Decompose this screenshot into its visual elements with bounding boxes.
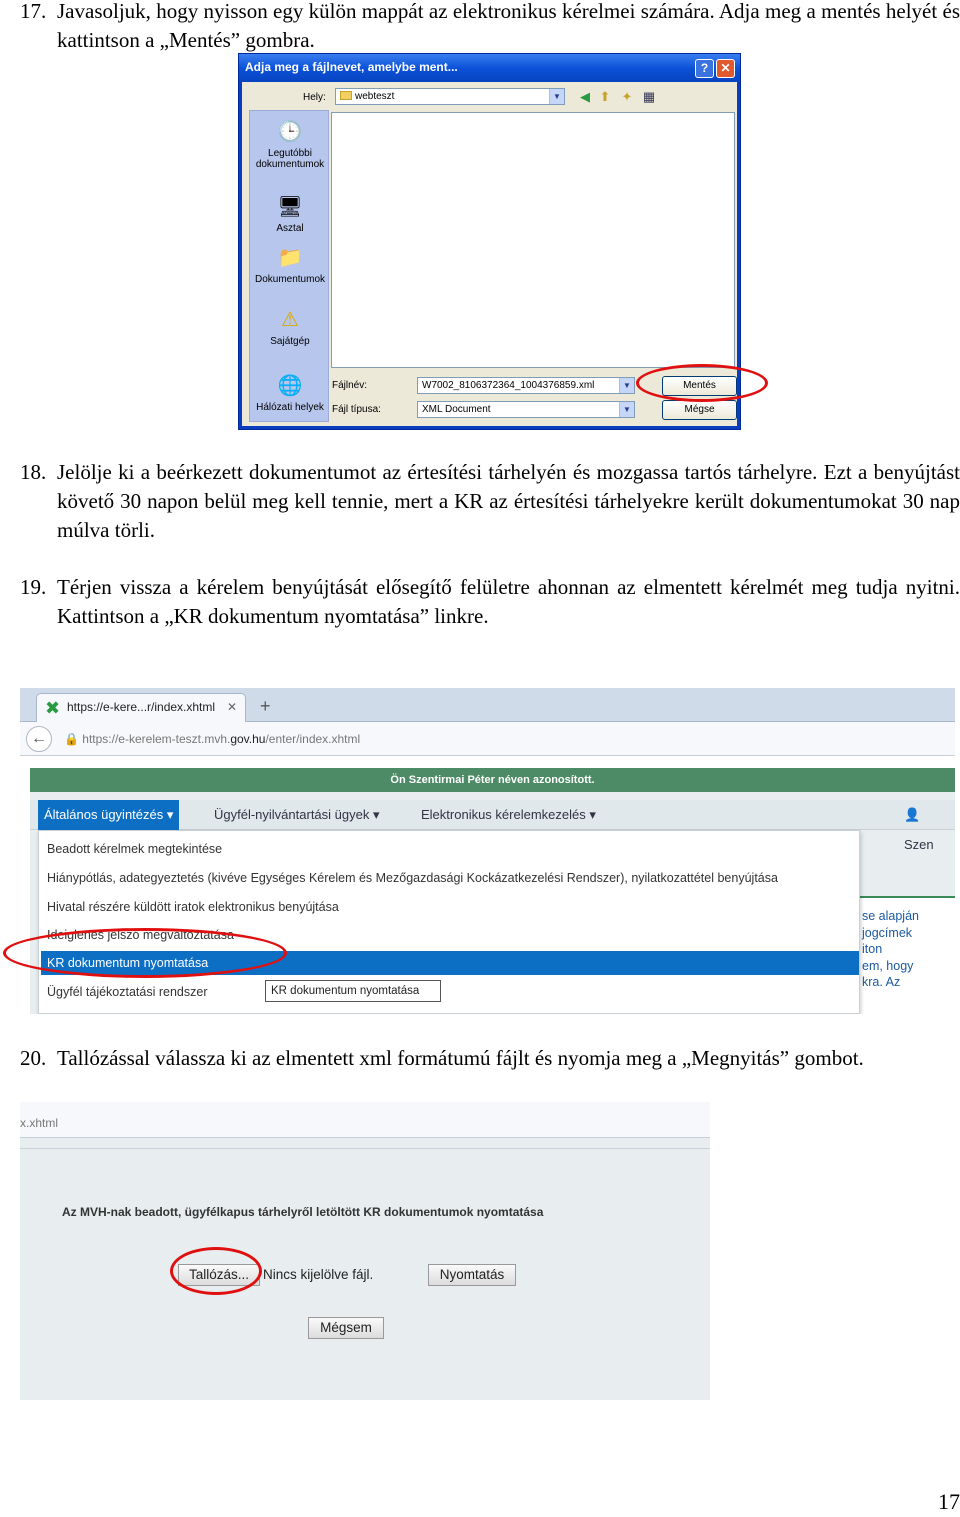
- step-text: Térjen vissza a kérelem benyújtását elősegítő felületre ahonnan az elmentett kérelmét meg tudja nyitni. Kattintson a „KR dokumentum nyomtatása” linkre.: [57, 575, 960, 628]
- place-label: Asztal: [276, 223, 304, 234]
- browse-button[interactable]: Tallózás...: [178, 1264, 260, 1286]
- menu-item-kr-print[interactable]: KR dokumentum nyomtatása: [41, 951, 859, 975]
- cancel-button[interactable]: Mégsem: [308, 1317, 384, 1339]
- browser-tab[interactable]: [36, 693, 246, 722]
- file-list[interactable]: [331, 112, 735, 368]
- url-domain: gov.hu: [230, 732, 266, 746]
- my-computer-icon: ⚠: [281, 309, 299, 331]
- print-button[interactable]: Nyomtatás: [428, 1264, 516, 1286]
- cancel-button[interactable]: Mégse: [662, 400, 737, 420]
- filename-input[interactable]: [417, 377, 635, 394]
- location-value: webteszt: [355, 91, 395, 102]
- filetype-label: Fájl típusa:: [332, 404, 381, 415]
- menu-user[interactable]: 👤 Szen: [904, 807, 934, 852]
- menu-general[interactable]: Általános ügyintézés ▾: [38, 800, 179, 830]
- divider: [20, 1148, 710, 1149]
- site-logo-icon: ✖: [45, 698, 61, 718]
- recent-documents-icon: 🕒: [277, 121, 303, 143]
- side-line: iton: [862, 942, 883, 956]
- page-number: 17: [938, 1489, 960, 1514]
- location-combo[interactable]: [335, 88, 565, 105]
- url-bar: [20, 722, 955, 756]
- up-folder-icon[interactable]: ⬆: [599, 89, 611, 104]
- place-recent[interactable]: [250, 119, 330, 170]
- dialog-title: Adja meg a fájlnevet, amelybe ment...: [239, 54, 740, 82]
- side-line: se alapján: [862, 909, 919, 923]
- documents-icon: 📁: [277, 247, 303, 269]
- step-text: Jelölje ki a beérkezett dokumentumot az értesítési tárhelyén és mozgassa tartós tárhelyre. Ezt a benyújtást követő 30 napon belül meg kell tennie, mert a KR az értesítési tárhelyekre került dokumentumokat 30 nap múlva törli.: [57, 460, 960, 542]
- step-text: Javasoljuk, hogy nyisson egy külön mappát az elektronikus kérelmei számára. Adja meg a mentés helyét és kattintson a „Mentés” gombra.: [57, 0, 960, 52]
- step-number: 19.: [20, 575, 47, 599]
- print-page-screenshot: [20, 1102, 710, 1400]
- url-suffix: /enter/index.xhtml: [265, 732, 361, 746]
- new-tab-button[interactable]: +: [260, 696, 271, 716]
- view-menu-icon[interactable]: ▦: [642, 89, 656, 104]
- side-text: [858, 896, 955, 1014]
- menu-client-registry[interactable]: Ügyfél-nyilvántartási ügyek ▾: [214, 807, 380, 822]
- step-19: [20, 573, 960, 631]
- place-label: Dokumentumok: [254, 274, 326, 285]
- step-number: 17.: [20, 0, 47, 23]
- desktop-icon: 🖥: [277, 196, 303, 218]
- step-text: Tallózással válassza ki az elmentett xml formátumú fájlt és nyomja meg a „Megnyitás” gombot.: [57, 1046, 864, 1070]
- dropdown-menu: [38, 830, 860, 1014]
- menu-item-submitted-requests[interactable]: Beadott kérelmek megtekintése: [47, 842, 223, 856]
- step-18: [20, 458, 960, 545]
- url-fragment: x.xhtml: [20, 1116, 59, 1130]
- step-number: 20.: [20, 1046, 47, 1070]
- step-20: [20, 1044, 960, 1073]
- highlight-ellipse: [636, 364, 768, 402]
- no-file-label: Nincs kijelölve fájl.: [263, 1267, 374, 1282]
- chevron-down-icon[interactable]: ▼: [619, 378, 634, 393]
- help-button[interactable]: ?: [695, 59, 714, 78]
- place-my-computer[interactable]: [250, 307, 330, 347]
- place-label: Hálózati helyek: [256, 402, 324, 413]
- places-bar: [249, 110, 329, 422]
- place-documents[interactable]: [250, 245, 330, 285]
- chevron-down-icon[interactable]: ▼: [549, 89, 564, 104]
- place-label: Legutóbbi dokumentumok: [255, 148, 325, 170]
- location-label: Hely:: [303, 92, 326, 103]
- close-button[interactable]: ✕: [716, 59, 735, 78]
- network-places-icon: 🌐: [277, 375, 303, 397]
- menu-item-documents-submit[interactable]: Hivatal részére küldött iratok elektronikus benyújtása: [47, 900, 339, 914]
- menu-electronic-requests[interactable]: Elektronikus kérelemkezelés ▾: [421, 807, 596, 822]
- filetype-select[interactable]: [417, 401, 635, 418]
- highlight-ellipse: [170, 1247, 262, 1295]
- filename-value: W7002_8106372364_1004376859.xml: [422, 380, 595, 391]
- filetype-value: XML Document: [422, 404, 491, 415]
- login-banner: Ön Szentirmai Péter néven azonosított.: [30, 768, 955, 792]
- tooltip: KR dokumentum nyomtatása: [265, 980, 441, 1002]
- place-desktop[interactable]: [250, 194, 330, 234]
- menu-item-deficiency[interactable]: Hiánypótlás, adategyeztetés (kivéve Egységes Kérelem és Mezőgazdasági Kockázatkezelési Rendszer), nyilatkozattétel benyújtása: [47, 871, 778, 885]
- url-field[interactable]: [64, 732, 360, 746]
- highlight-ellipse: [3, 928, 287, 978]
- address-bar: [20, 1102, 710, 1138]
- back-button[interactable]: ←: [26, 726, 52, 752]
- new-folder-icon[interactable]: ✦: [621, 89, 633, 104]
- place-network[interactable]: [250, 373, 330, 413]
- url-prefix: https://e-kerelem-teszt.mvh.: [82, 732, 231, 746]
- side-line: kra. Az: [862, 975, 901, 989]
- folder-icon: [340, 91, 352, 100]
- side-line: em, hogy: [862, 958, 914, 973]
- page-title: Az MVH-nak beadott, ügyfélkapus tárhelyről letöltött KR dokumentumok nyomtatása: [62, 1205, 544, 1219]
- side-line: jogcímek: [862, 925, 913, 940]
- tab-bar: [20, 688, 955, 722]
- filename-label: Fájlnév:: [332, 380, 368, 391]
- save-button[interactable]: Mentés: [662, 376, 737, 396]
- step-number: 18.: [20, 460, 47, 484]
- close-icon[interactable]: ✕: [226, 700, 237, 714]
- chevron-down-icon[interactable]: ▼: [619, 402, 634, 417]
- lock-icon: 🔒: [64, 732, 83, 746]
- step-17: [20, 0, 960, 55]
- tab-title: https://e-kere...r/index.xhtml: [67, 700, 216, 714]
- back-icon[interactable]: ◀: [580, 89, 590, 104]
- menu-item-client-info[interactable]: Ügyfél tájékoztatási rendszer: [47, 985, 208, 999]
- place-label: Sajátgép: [270, 336, 310, 347]
- menu-item-temp-password[interactable]: Ideiglenes jelszó megváltoztatása: [47, 928, 234, 942]
